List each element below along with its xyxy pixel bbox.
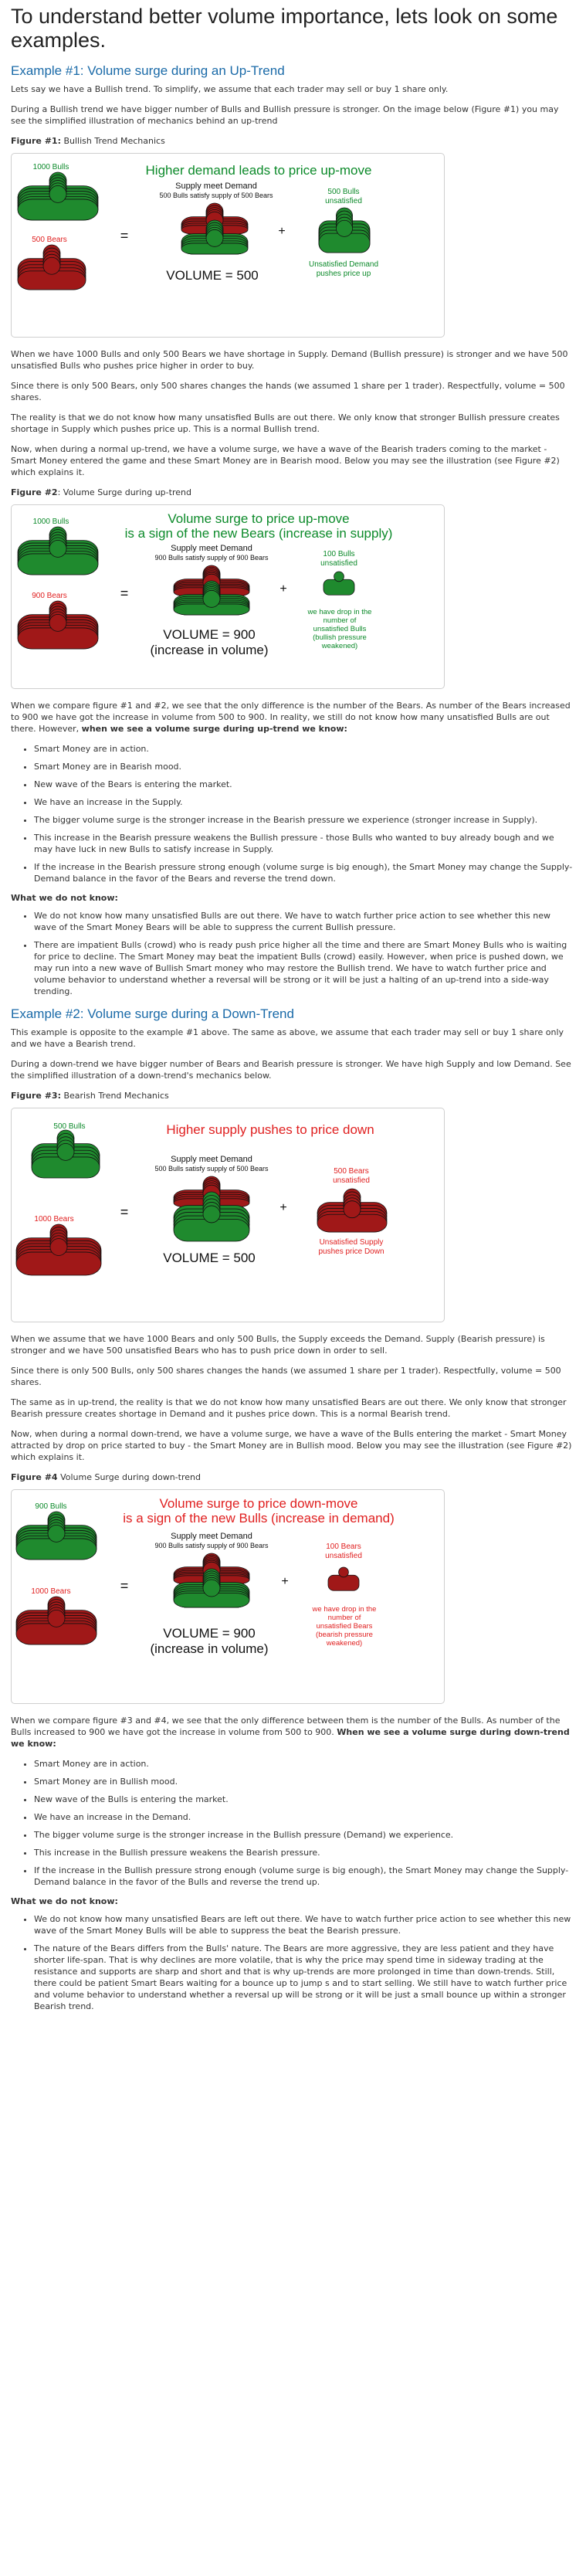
volume-label: VOLUME = 500 <box>163 1251 256 1265</box>
drop-line-5: weakened) <box>321 642 358 650</box>
unsatisfied-label: unsatisfied <box>325 1552 362 1560</box>
volume-label: VOLUME = 900 <box>163 1626 256 1641</box>
list-item: • Smart Money are in Bearish mood. <box>34 761 574 772</box>
drop-line-4: (bearish pressure <box>316 1631 373 1639</box>
bear-crowd <box>18 245 86 290</box>
bulls-count: 900 Bulls <box>35 1502 67 1511</box>
figure-headline-2: is a sign of the new Bulls (increase in demand) <box>123 1511 395 1526</box>
subheading <box>11 892 574 904</box>
list-item: • There are impatient Bulls (crowd) who is ready push price higher all the time and there are Smart Money Bulls who is waiting for price to decline. The Smart Money may beat the impatient Bulls (crowd) easily. However, when price is pushed down, we may run into a new wave of Bullish Smart money who may restore the Bullish trend. We have to watch further price and volume behavior to understand whether a reversal will be strong or it will be just a halting of an up-trend into a side-way trending. <box>34 939 574 997</box>
plus-sign: + <box>278 225 286 238</box>
list-item: • This increase in the Bullish pressure weakens the Bearish pressure. <box>34 1847 574 1858</box>
known-list <box>11 1758 574 1888</box>
unsatisfied-count: 100 Bears <box>326 1543 361 1551</box>
plus-sign: + <box>281 1575 289 1588</box>
paragraph: Since there is only 500 Bears, only 500 shares changes the hands (we assumed 1 share per 1 trader). Respectfully, volume = 500 shares. <box>11 381 565 402</box>
bull-crowd <box>323 572 354 595</box>
supply-meet-demand: Supply meet Demand <box>171 544 252 553</box>
volume-note: (increase in volume) <box>150 1641 269 1656</box>
equals-sign: = <box>120 1204 129 1220</box>
bear-figure-icon <box>328 1567 359 1590</box>
equals-sign: = <box>120 585 129 601</box>
volume-note: (increase in volume) <box>150 643 269 657</box>
unsatisfied-count: 500 Bears <box>334 1167 369 1176</box>
push-line-2: pushes price Down <box>318 1247 384 1256</box>
bull-crowd <box>16 1512 97 1560</box>
list-item: • We do not know how many unsatisfied Bears are left out there. We have to watch further price action to see whether this new wave of the Smart Money Bulls will be able to suppress the beat the Bearish pressure. <box>34 1913 574 1936</box>
list-item: • We do not know how many unsatisfied Bulls are out there. We have to watch further price action to see whether this new wave of the Smart Money Bears will be able to suppress the current Bullish pressure. <box>34 910 574 933</box>
bears-count: 1000 Bears <box>31 1587 71 1596</box>
push-line-1: Unsatisfied Demand <box>308 260 379 269</box>
list-item: • New wave of the Bears is entering the market. <box>34 779 574 790</box>
figure-4 <box>11 1489 445 1704</box>
supply-meet-demand: Supply meet Demand <box>171 1532 252 1541</box>
drop-line-1: we have drop in the <box>312 1605 377 1614</box>
paragraph: The same as in up-trend, the reality is that we do not know how many unsatisfied Bears are out there. We only know that stronger Bearish pressure creates shortage in Demand and it pushes price down. This is a normal Bearish trend. <box>11 1397 567 1419</box>
paragraph: Now, when during a normal up-trend, we have a volume surge, we have a wave of the Bearish traders coming to the market - Smart Money entered the game and these Smart Money are in Bearish mood. Below you may see the illustration (see Figure #2) which explains it. <box>11 444 560 477</box>
paragraph-bold: When we see a volume surge during down-trend we know: <box>11 1727 570 1749</box>
bear-crowd <box>16 1224 101 1275</box>
paragraph: When we assume that we have 1000 Bears and only 500 Bulls, the Supply exceeds the Demand. Supply (Bearish pressure) is stronger and we have 500 unsatisfied Bears who has to push price down in order to sell. <box>11 1334 545 1356</box>
drop-line-5: weakened) <box>326 1639 363 1648</box>
figure-headline-2: is a sign of the new Bears (increase in supply) <box>124 526 393 541</box>
figure-4-caption <box>11 1471 574 1483</box>
drop-line-2: number of <box>327 1614 361 1622</box>
subheading <box>11 1896 574 1907</box>
figure-headline: Higher demand leads to price up-move <box>145 163 372 178</box>
list-item: • Smart Money are in action. <box>34 1758 574 1770</box>
bear-crowd <box>18 601 98 649</box>
known-list <box>11 743 574 884</box>
figure-3 <box>11 1108 445 1322</box>
drop-line-1: we have drop in the <box>307 608 372 616</box>
paragraph: The reality is that we do not know how many unsatisfied Bulls are out there. We only know that stronger Bullish pressure creates shortage in Supply which pushes price up. This is a normal Bullish trend. <box>11 412 560 434</box>
caption-label: Figure #2 <box>11 487 58 497</box>
bulls-count: 1000 Bulls <box>32 518 69 526</box>
bull-crowd <box>319 208 370 253</box>
paragraph: Lets say we have a Bullish trend. To simplify, we assume that each trader may sell or buy 1 share only. <box>11 84 449 94</box>
list-item: • If the increase in the Bullish pressure strong enough (volume surge is big enough), the Smart Money may change the Supply-Demand balance in the favor of the Bulls and reverse the trend up. <box>34 1865 574 1888</box>
subheading-text: What we do not know: <box>11 1896 118 1906</box>
figure-1-caption <box>11 135 574 147</box>
figure-1 <box>11 153 445 338</box>
paragraph <box>11 700 574 735</box>
unknown-list <box>11 1913 574 2012</box>
plus-sign: + <box>279 582 287 596</box>
supply-meet-demand-detail: 900 Bulls satisfy supply of 900 Bears <box>154 1542 269 1549</box>
caption-label: Figure #1: <box>11 136 61 146</box>
bull-crowd <box>32 1130 100 1178</box>
unknown-list <box>11 910 574 997</box>
list-item: • If the increase in the Bearish pressure strong enough (volume surge is big enough), the Smart Money may change the Supply-Demand balance in the favor of the Bears and reverse the trend down. <box>34 861 574 884</box>
paragraph: This example is opposite to the example #1 above. The same as above, we assume that each trader may sell or buy 1 share only and we have a Bearish trend. <box>11 1027 564 1049</box>
list-item: • The bigger volume surge is the stronger increase in the Bearish pressure we experience (stronger increase in Supply). <box>34 814 574 826</box>
caption-text: : Volume Surge during up-trend <box>57 487 191 497</box>
paragraph-text: When we compare figure #1 and #2, we see that the only difference is the number of the Bears. As number of the Bears increased to 900 we have got the increase in volume from 500 to 900. In reality, we still do not know how many unsatisfied Bulls are out there. However, <box>11 701 571 734</box>
drop-line-3: unsatisfied Bulls <box>313 625 367 633</box>
bears-count: 1000 Bears <box>34 1215 74 1224</box>
bear-crowd <box>317 1189 387 1232</box>
supply-meet-demand-detail: 500 Bulls satisfy supply of 500 Bears <box>154 1165 269 1173</box>
list-item: • The nature of the Bears differs from the Bulls' nature. The Bears are more aggressive, they are less patient and they have shorter life-span. That is why declines are more volatile, that is why the price may spend time in sideway trading at the resistance and supports are sharp and short and that is why up-trends are more prolonged in time than down-trends. Still, there could be patient Smart Bears waiting for a bounce up to jump s and to start selling. We still have to watch further price and volume behavior to understand whether a reversal up will be strong or it will be just a small bounce up within a stronger Bearish trend. <box>34 1943 574 2012</box>
page-title: To understand better volume importance, lets look on some examples. <box>11 5 558 52</box>
paragraph: During a Bullish trend we have bigger number of Bulls and Bullish pressure is stronger. On the image below (Figure #1) you may see the simplified illustration of mechanics behind an up-trend <box>11 104 559 126</box>
supply-meet-demand: Supply meet Demand <box>175 182 257 191</box>
list-item: • We have an increase in the Demand. <box>34 1811 574 1823</box>
caption-label: Figure #3: <box>11 1091 61 1101</box>
figure-3-caption <box>11 1090 574 1101</box>
bull-crowd <box>18 527 98 575</box>
list-item: • The bigger volume surge is the stronger increase in the Bullish pressure (Demand) we experience. <box>34 1829 574 1841</box>
drop-line-3: unsatisfied Bears <box>316 1622 373 1631</box>
figure-headline-1: Volume surge to price down-move <box>159 1496 358 1511</box>
equals-sign: = <box>120 228 129 243</box>
bear-crowd <box>328 1567 359 1590</box>
bull-crowd <box>18 172 98 220</box>
volume-label: VOLUME = 900 <box>163 627 256 642</box>
unsatisfied-count: 500 Bulls <box>327 188 360 196</box>
push-line-1: Unsatisfied Supply <box>319 1238 384 1247</box>
push-line-2: pushes price up <box>316 270 371 278</box>
unsatisfied-count: 100 Bulls <box>323 550 355 558</box>
list-item: • Smart Money are in action. <box>34 743 574 755</box>
unsatisfied-label: unsatisfied <box>325 197 362 205</box>
list-item: • This increase in the Bearish pressure weakens the Bullish pressure - those Bulls who wanted to buy already bough and we may have luck in new Bulls to satisfy increase in Supply. <box>34 832 574 855</box>
caption-text: Bearish Trend Mechanics <box>60 1091 169 1101</box>
bear-crowd <box>16 1597 97 1644</box>
caption-text: Bullish Trend Mechanics <box>60 136 165 146</box>
bull-figure-icon <box>323 572 354 595</box>
bears-count: 500 Bears <box>32 236 67 244</box>
plus-sign: + <box>279 1201 287 1214</box>
bulls-count: 1000 Bulls <box>32 163 69 171</box>
paragraph: During a down-trend we have bigger number of Bears and Bearish pressure is stronger. We have high Supply and low Demand. See the simplified illustration of a down-trend's mechanics below. <box>11 1059 571 1081</box>
figure-2 <box>11 504 445 689</box>
paragraph: Now, when during a normal down-trend, we have a volume surge, we have a wave of the Bulls entering the market - Smart Money attracted by drop on price started to buy - the Smart Money are in Bullish mood. Below you may see the illustration (see Figure #2) which explains it. <box>11 1429 572 1462</box>
figure-headline-1: Volume surge to price up-move <box>168 511 350 526</box>
example-2-heading: Example #2: Volume surge during a Down-Trend <box>11 1006 294 1021</box>
bears-count: 900 Bears <box>32 592 67 600</box>
figure-headline: Higher supply pushes to price down <box>166 1122 374 1137</box>
paragraph: Since there is only 500 Bulls, only 500 shares changes the hands (we assumed 1 share per 1 trader). Respectfully, volume = 500 shares. <box>11 1366 561 1387</box>
example-1-heading: Example #1: Volume surge during an Up-Trend <box>11 63 285 78</box>
bulls-count: 500 Bulls <box>53 1122 86 1131</box>
list-item: • We have an increase in the Supply. <box>34 796 574 808</box>
caption-text: Volume Surge during down-trend <box>57 1472 201 1482</box>
caption-label: Figure #4 <box>11 1472 58 1482</box>
unsatisfied-label: unsatisfied <box>320 559 357 568</box>
drop-line-2: number of <box>323 616 357 625</box>
volume-label: VOLUME = 500 <box>166 268 259 283</box>
paragraph <box>11 1715 574 1750</box>
paragraph-text: When we compare figure #3 and #4, we see that the only difference between them is the number of the Bulls. As number of the Bulls increased to 900 we have got the increase in volume from 500 to 900. <box>11 1716 561 1737</box>
supply-meet-demand-detail: 900 Bulls satisfy supply of 900 Bears <box>154 554 269 562</box>
paragraph: When we have 1000 Bulls and only 500 Bears we have shortage in Supply. Demand (Bullish pressure) is stronger and we have 500 unsatisfied Bulls who pushes price higher in order to buy. <box>11 349 568 371</box>
subheading-text: What we do not know: <box>11 893 118 903</box>
unsatisfied-label: unsatisfied <box>333 1176 370 1185</box>
drop-line-4: (bullish pressure <box>313 633 367 642</box>
paragraph-bold: when we see a volume surge during up-trend we know: <box>81 724 347 734</box>
list-item: • New wave of the Bulls is entering the market. <box>34 1794 574 1805</box>
list-item: • Smart Money are in Bullish mood. <box>34 1776 574 1787</box>
equals-sign: = <box>120 1578 129 1593</box>
supply-meet-demand-detail: 500 Bulls satisfy supply of 500 Bears <box>159 192 273 199</box>
supply-meet-demand: Supply meet Demand <box>171 1155 252 1164</box>
figure-2-caption <box>11 487 574 498</box>
